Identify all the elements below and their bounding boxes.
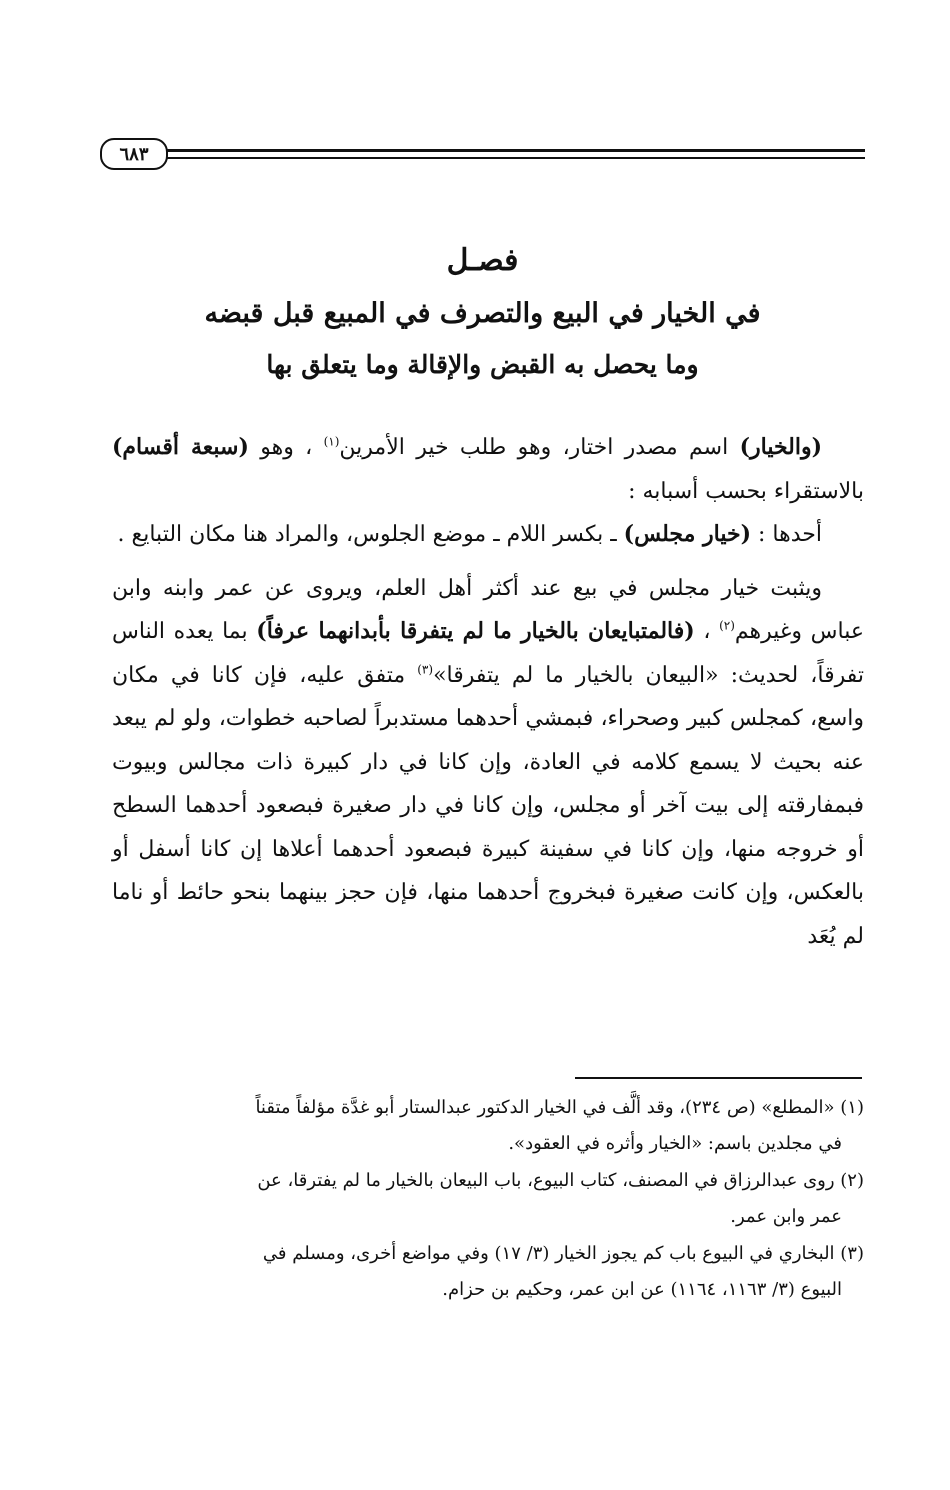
footnote-ref-3: (٣) bbox=[417, 662, 434, 677]
text-run: ويثبت خيار مجلس في بيع عند أكثر أهل العلم، ويروى عن عمر وابنه وابن عباس وغيرهم bbox=[112, 575, 864, 644]
bold-term: (خيار مجلس) bbox=[623, 521, 752, 547]
footnote-text-continued: في مجلدين باسم: «الخيار وأثره في العقود». bbox=[508, 1133, 842, 1154]
text-run: بالاستقراء بحسب أسبابه : bbox=[628, 478, 864, 504]
paragraph-3 bbox=[112, 567, 864, 959]
footnote-ref-1: (١) bbox=[323, 434, 340, 449]
footnote-1 bbox=[112, 1090, 864, 1162]
footnote-2 bbox=[112, 1163, 864, 1235]
footnote-separator bbox=[575, 1077, 862, 1079]
text-run: ، وهو bbox=[248, 435, 324, 460]
header-rule-thin bbox=[166, 157, 865, 159]
section-title-line2: وما يحصل به القبض والإقالة وما يتعلق بها bbox=[266, 350, 699, 379]
footnote-text-continued: عمر وابن عمر. bbox=[730, 1206, 842, 1227]
text-run: أحدها : bbox=[751, 522, 822, 547]
footnote-ref-2: (٢) bbox=[719, 618, 735, 633]
footnote-text: (٣) البخاري في البيوع باب كم يجوز الخيار (٣/ ١٧) وفي مواضع أخرى، ومسلم في bbox=[262, 1243, 864, 1264]
header-rule-thick bbox=[166, 149, 865, 152]
section-title-line1: في الخيار في البيع والتصرف في المبيع قبل قبضه bbox=[204, 298, 761, 329]
bold-term: (والخيار) bbox=[739, 434, 823, 460]
page-number: ٦٨٣ bbox=[100, 138, 168, 170]
paragraph-1 bbox=[112, 426, 864, 513]
bold-term: (فالمتبايعان بالخيار ما لم يتفرقا بأبدانهما عرفاً) bbox=[256, 618, 695, 644]
text-run: متفق عليه، فإن كانا في مكان واسع، كمجلس كبير وصحراء، فبمشي أحدهما مستدبراً لصاحبه خطوات، ولو لم يبعد عنه بحيث لا يسمع كلامه في العادة، وإن كانا في دار كبيرة ذات مجالس وبيوت فبمفارقته إلى بيت آخر أو مجلس، وإن كانا في دار صغيرة فبصعود أحدهما السطح أو خروجه منها، وإن كانا في سفينة كبيرة فبصعود أحدهما أعلاها إن كانا أسفل أو بالعكس، وإن كانت صغيرة فبخروج أحدهما منها، فإن حجز بينهما بنحو حائط أو ناما لم يُعَد bbox=[112, 662, 864, 949]
text-run: اسم مصدر اختار، وهو طلب خير الأمرين bbox=[339, 435, 740, 460]
section-titles bbox=[100, 240, 865, 390]
footnote-3 bbox=[112, 1236, 864, 1308]
bold-term: (سبعة أقسام) bbox=[112, 434, 249, 460]
text-run: ، bbox=[694, 619, 720, 644]
page-header bbox=[100, 138, 865, 178]
section-heading: فصـل bbox=[446, 243, 519, 278]
text-run: بما يعده الناس تفرقاً، لحديث: «البيعان بالخيار ما لم يتفرقا» bbox=[112, 619, 864, 688]
main-text bbox=[112, 426, 864, 958]
footnote-text-continued: البيوع (٣/ ١١٦٣، ١١٦٤) عن ابن عمر، وحكيم بن حزام. bbox=[442, 1279, 842, 1300]
text-run: ـ بكسر اللام ـ موضع الجلوس، والمراد هنا مكان التبايع . bbox=[117, 522, 624, 547]
footnote-text: (١) «المطلع» (ص ٢٣٤)، وقد ألَّف في الخيار الدكتور عبدالستار أبو غدَّة مؤلفاً متقناً bbox=[255, 1097, 864, 1118]
footnotes bbox=[112, 1090, 864, 1309]
paragraph-2 bbox=[112, 513, 864, 557]
footnote-text: (٢) روى عبدالرزاق في المصنف، كتاب البيوع، باب البيعان بالخيار ما لم يفترقا، عن bbox=[257, 1170, 864, 1191]
